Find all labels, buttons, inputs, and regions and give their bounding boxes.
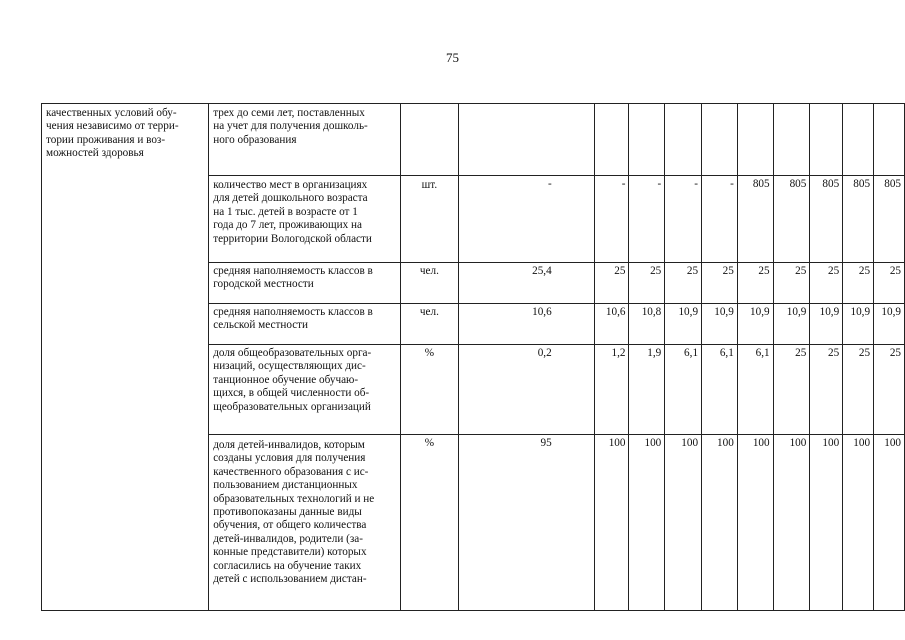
- indicator-cell: количество мест в организациях для детей дошкольного возраста на 1 тыс. детей в возрасте от 1 года до 7 лет, проживающих на территории Вологодской области: [209, 176, 401, 263]
- year-value-cell: 25: [594, 263, 629, 304]
- year-value-cell: 25: [737, 263, 773, 304]
- year-value-cell: 25: [843, 263, 874, 304]
- year-value-cell: [773, 104, 810, 176]
- year-value-cell: 25: [773, 345, 810, 435]
- indicators-table: [41, 103, 905, 611]
- year-value-cell: [629, 104, 665, 176]
- year-value-cell: 25: [810, 345, 843, 435]
- indicator-cell: доля детей-инвалидов, которым созданы условия для получения качественного образования с ис- пользованием дистанционных образовательных технологий и не противопоказаны данные виды обучения, от общего количества детей-инвалидов, родители (за- конные представители) которых согласились на обучение таких детей с использованием дистан-: [209, 435, 401, 611]
- unit-cell: [400, 104, 458, 176]
- year-value-cell: [874, 104, 905, 176]
- year-value-cell: -: [665, 176, 702, 263]
- year-value-cell: 10,9: [665, 304, 702, 345]
- base-value-cell: 25,4: [459, 263, 595, 304]
- indicator-cell: доля общеобразовательных орга- низаций, осуществляющих дис- танционное обучение обучаю- щихся, в общей численности об- щеобразовательных организаций: [209, 345, 401, 435]
- indicator-cell: средняя наполняемость классов в городской местности: [209, 263, 401, 304]
- year-value-cell: -: [594, 176, 629, 263]
- year-value-cell: 100: [629, 435, 665, 611]
- year-value-cell: 100: [702, 435, 738, 611]
- year-value-cell: 805: [773, 176, 810, 263]
- base-value-cell: 95: [459, 435, 595, 611]
- year-value-cell: 100: [737, 435, 773, 611]
- year-value-cell: 805: [843, 176, 874, 263]
- year-value-cell: 6,1: [665, 345, 702, 435]
- year-value-cell: 25: [843, 345, 874, 435]
- table-row: [42, 104, 905, 176]
- year-value-cell: [702, 104, 738, 176]
- year-value-cell: 805: [874, 176, 905, 263]
- year-value-cell: -: [629, 176, 665, 263]
- indicator-cell: средняя наполняемость классов в сельской местности: [209, 304, 401, 345]
- year-value-cell: [737, 104, 773, 176]
- indicator-cell: трех до семи лет, поставленных на учет для получения дошколь- ного образования: [209, 104, 401, 176]
- year-value-cell: 1,2: [594, 345, 629, 435]
- year-value-cell: 25: [665, 263, 702, 304]
- unit-cell: чел.: [400, 304, 458, 345]
- year-value-cell: 100: [810, 435, 843, 611]
- year-value-cell: -: [702, 176, 738, 263]
- year-value-cell: 25: [810, 263, 843, 304]
- year-value-cell: 25: [629, 263, 665, 304]
- year-value-cell: 100: [874, 435, 905, 611]
- year-value-cell: 100: [594, 435, 629, 611]
- year-value-cell: 6,1: [702, 345, 738, 435]
- year-value-cell: 10,9: [874, 304, 905, 345]
- base-value-cell: 10,6: [459, 304, 595, 345]
- year-value-cell: 10,8: [629, 304, 665, 345]
- year-value-cell: [810, 104, 843, 176]
- year-value-cell: [665, 104, 702, 176]
- year-value-cell: 25: [702, 263, 738, 304]
- year-value-cell: 805: [810, 176, 843, 263]
- year-value-cell: 100: [773, 435, 810, 611]
- unit-cell: %: [400, 345, 458, 435]
- year-value-cell: [594, 104, 629, 176]
- year-value-cell: 10,9: [773, 304, 810, 345]
- year-value-cell: 6,1: [737, 345, 773, 435]
- year-value-cell: [843, 104, 874, 176]
- year-value-cell: 1,9: [629, 345, 665, 435]
- year-value-cell: 10,9: [843, 304, 874, 345]
- year-value-cell: 100: [665, 435, 702, 611]
- year-value-cell: 10,9: [810, 304, 843, 345]
- base-value-cell: -: [459, 176, 595, 263]
- base-value-cell: 0,2: [459, 345, 595, 435]
- unit-cell: %: [400, 435, 458, 611]
- year-value-cell: 25: [874, 345, 905, 435]
- year-value-cell: 10,9: [737, 304, 773, 345]
- year-value-cell: 10,6: [594, 304, 629, 345]
- base-value-cell: [459, 104, 595, 176]
- unit-cell: чел.: [400, 263, 458, 304]
- year-value-cell: 25: [874, 263, 905, 304]
- year-value-cell: 10,9: [702, 304, 738, 345]
- year-value-cell: 805: [737, 176, 773, 263]
- goal-cell: качественных условий обу- чения независимо от терри- тории проживания и воз- можностей здоровья: [42, 104, 209, 611]
- page-number: 75: [446, 50, 459, 65]
- year-value-cell: 100: [843, 435, 874, 611]
- unit-cell: шт.: [400, 176, 458, 263]
- year-value-cell: 25: [773, 263, 810, 304]
